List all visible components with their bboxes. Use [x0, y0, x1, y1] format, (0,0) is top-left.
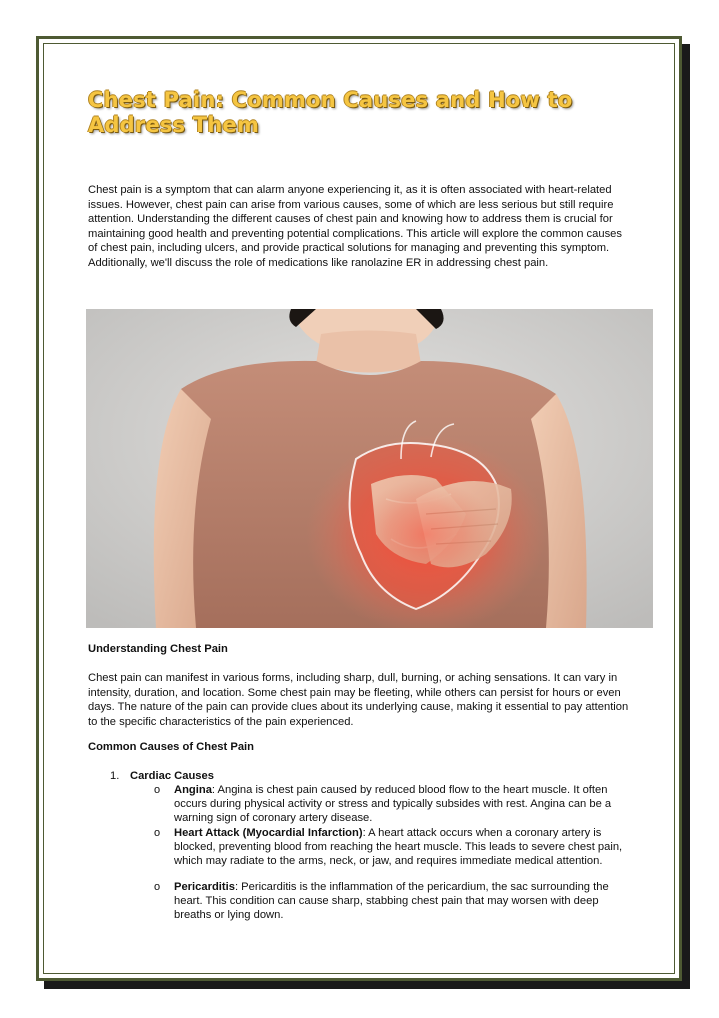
list-item-cardiac-causes: Cardiac Causes — [130, 770, 214, 782]
bullet-icon: o — [154, 784, 161, 796]
subitem-text: : Angina is chest pain caused by reduced blood flow to the heart muscle. It often occurs during physical activity or stress and typically subsides with rest. Angina can be a warning sign of coronary artery disease. — [174, 784, 612, 825]
article-title: Chest Pain: Common Causes and How to Address Them — [88, 88, 573, 137]
subitem-text: : A heart attack occurs when a coronary artery is blocked, preventing blood from reaching the heart muscle. This leads to severe chest pain, which may radiate to the arms, neck, or jaw, and requires immediate medical attention. — [174, 827, 623, 868]
understanding-paragraph: Chest pain can manifest in various forms, including sharp, dull, burning, or aching sensations. It can vary in intensity, duration, and location. Some chest pain may be fleeting, while others can persist for hours or even days. The nature of the pain can provide clues about its underlying cause, making it essential to pay attention to the specific characteristics of the pain experienced. — [88, 672, 629, 728]
list-subitem-pericarditis — [154, 880, 630, 923]
bullet-icon: o — [154, 827, 161, 839]
heading-common-causes: Common Causes of Chest Pain — [88, 741, 254, 753]
heading-understanding-chest-pain: Understanding Chest Pain — [88, 643, 228, 655]
subitem-term: Heart Attack (Myocardial Infarction) — [174, 827, 363, 839]
list-subitem-heart-attack — [154, 826, 630, 869]
subitem-term: Angina — [174, 784, 212, 796]
list-subitem-angina — [154, 783, 630, 826]
subitem-text: : Pericarditis is the inflammation of the pericardium, the sac surrounding the heart. This condition can cause sharp, stabbing chest pain that may worsen with deep breaths or lying down. — [174, 881, 609, 922]
chest-pain-photo — [86, 309, 653, 628]
bullet-icon: o — [154, 881, 161, 893]
list-number: 1. — [110, 770, 120, 782]
intro-paragraph: Chest pain is a symptom that can alarm anyone experiencing it, as it is often associated with heart-related issues. However, chest pain can arise from various causes, some of which are less serious but still require attention. Understanding the different causes of chest pain and knowing how to address them is crucial for maintaining good health and preventing potential complications. This article will explore the common causes of chest pain, including ulcers, and provide practical solutions for managing and preventing this symptom. Additionally, we'll discuss the role of medications like ranolazine ER in addressing chest pain. — [88, 184, 622, 269]
subitem-term: Pericarditis — [174, 881, 235, 893]
